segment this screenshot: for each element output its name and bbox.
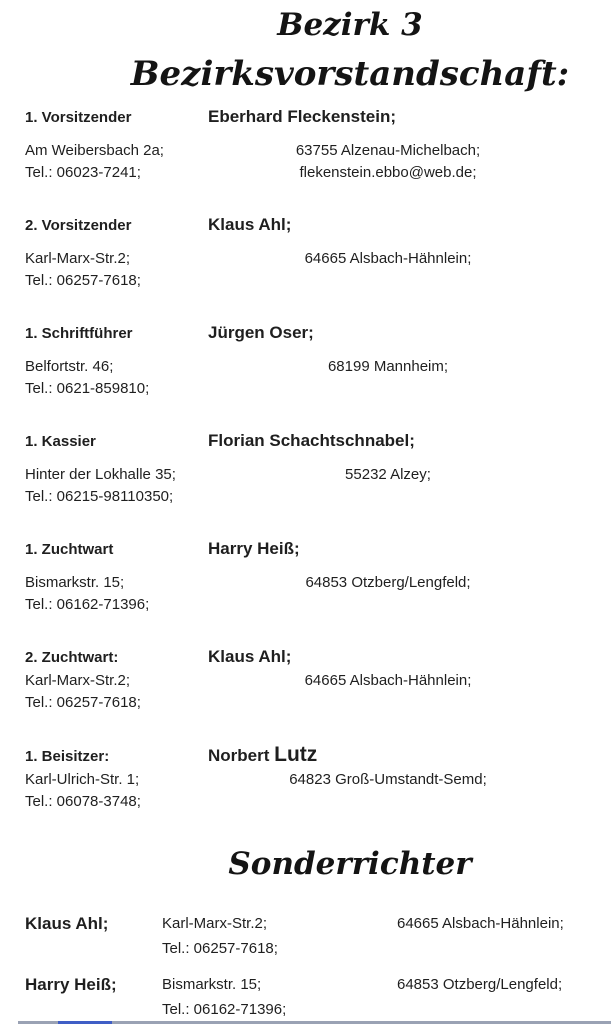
member-name: Klaus Ahl; <box>208 215 292 234</box>
entry-detail <box>25 670 611 714</box>
street-address: Karl-Marx-Str.2; <box>162 915 268 932</box>
board-entry-vorsitzender-2 <box>25 214 611 292</box>
role-label: 1. Vorsitzender <box>25 109 132 126</box>
entry-header <box>25 430 611 452</box>
street-address: Karl-Ulrich-Str. 1; <box>25 771 140 788</box>
street-address: Belfortstr. 46; <box>25 358 114 375</box>
judge-contact <box>162 972 397 1022</box>
street-address: Hinter der Lokhalle 35; <box>25 466 176 483</box>
phone-number: Tel.: 06023-7241; <box>25 164 141 181</box>
street-address: Karl-Marx-Str.2; <box>25 250 131 267</box>
entry-detail <box>25 464 611 508</box>
role-label: 1. Schriftführer <box>25 325 133 342</box>
phone-number: Tel.: 06162-71396; <box>25 596 150 613</box>
board-entry-kassier <box>25 430 611 508</box>
role-label: 1. Beisitzer: <box>25 748 110 765</box>
member-name: Eberhard Fleckenstein; <box>208 107 397 126</box>
street-address: Bismarkstr. 15; <box>25 574 125 591</box>
judges-section-title: Sonderrichter <box>228 846 472 882</box>
street-address: Karl-Marx-Str.2; <box>25 672 131 689</box>
member-name: Florian Schachtschnabel; <box>208 431 415 450</box>
board-entry-beisitzer <box>25 744 611 813</box>
city-address: 64823 Groß-Umstandt-Semd; <box>289 771 487 788</box>
member-name: Jürgen Oser; <box>208 323 314 342</box>
judge-row-harry-heiss <box>25 972 611 1022</box>
phone-number: Tel.: 06215-98110350; <box>25 488 174 505</box>
city-address: 64853 Otzberg/Lengfeld; <box>305 574 471 591</box>
member-name <box>208 744 317 766</box>
member-first-name: Norbert <box>208 746 275 765</box>
street-address: Bismarkstr. 15; <box>162 976 262 993</box>
judge-name: Harry Heiß; <box>25 975 117 994</box>
entry-header <box>25 214 611 236</box>
page-title: Bezirk 3 <box>277 7 423 43</box>
phone-number: Tel.: 06257-7618; <box>25 272 141 289</box>
city-address: 55232 Alzey; <box>345 466 431 483</box>
city-address: 64665 Alsbach-Hähnlein; <box>304 672 472 689</box>
city-address: 64665 Alsbach-Hähnlein; <box>397 915 564 932</box>
judge-name: Klaus Ahl; <box>25 914 109 933</box>
entry-detail <box>25 248 611 292</box>
role-label: 2. Zuchtwart: <box>25 649 119 666</box>
member-name: Harry Heiß; <box>208 539 300 558</box>
entry-header <box>25 538 611 560</box>
city-address: 64853 Otzberg/Lengfeld; <box>397 976 563 993</box>
entry-header <box>25 646 611 668</box>
phone-number: Tel.: 06257-7618; <box>162 940 278 957</box>
board-entry-schriftfuehrer <box>25 322 611 400</box>
judge-row-klaus-ahl <box>25 911 611 961</box>
board-entry-zuchtwart-2 <box>25 646 611 714</box>
board-entries <box>0 106 611 813</box>
street-address: Am Weibersbach 2a; <box>25 142 164 159</box>
judges-list <box>0 911 611 1022</box>
phone-number: Tel.: 0621-859810; <box>25 380 150 397</box>
member-last-name: Lutz <box>274 743 318 766</box>
entry-detail <box>25 572 611 616</box>
judge-contact <box>162 911 397 961</box>
role-label: 2. Vorsitzender <box>25 217 132 234</box>
member-name: Klaus Ahl; <box>208 647 292 666</box>
role-label: 1. Zuchtwart <box>25 541 114 558</box>
board-entry-zuchtwart-1 <box>25 538 611 616</box>
entry-detail <box>25 140 611 184</box>
board-entry-vorsitzender-1 <box>25 106 611 184</box>
city-address: 63755 Alzenau-Michelbach; <box>295 142 481 159</box>
city-address: 68199 Mannheim; <box>327 358 449 375</box>
email-address: flekenstein.ebbo@web.de; <box>299 164 477 181</box>
entry-header <box>25 106 611 128</box>
phone-number: Tel.: 06257-7618; <box>25 694 141 711</box>
city-address: 64665 Alsbach-Hähnlein; <box>304 250 472 267</box>
role-label: 1. Kassier <box>25 433 96 450</box>
entry-header <box>25 744 611 767</box>
entry-header <box>25 322 611 344</box>
phone-number: Tel.: 06162-71396; <box>162 1001 287 1018</box>
entry-detail <box>25 769 611 813</box>
entry-detail <box>25 356 611 400</box>
board-section-title: Bezirksvorstandschaft: <box>130 54 570 94</box>
phone-number: Tel.: 06078-3748; <box>25 793 141 810</box>
